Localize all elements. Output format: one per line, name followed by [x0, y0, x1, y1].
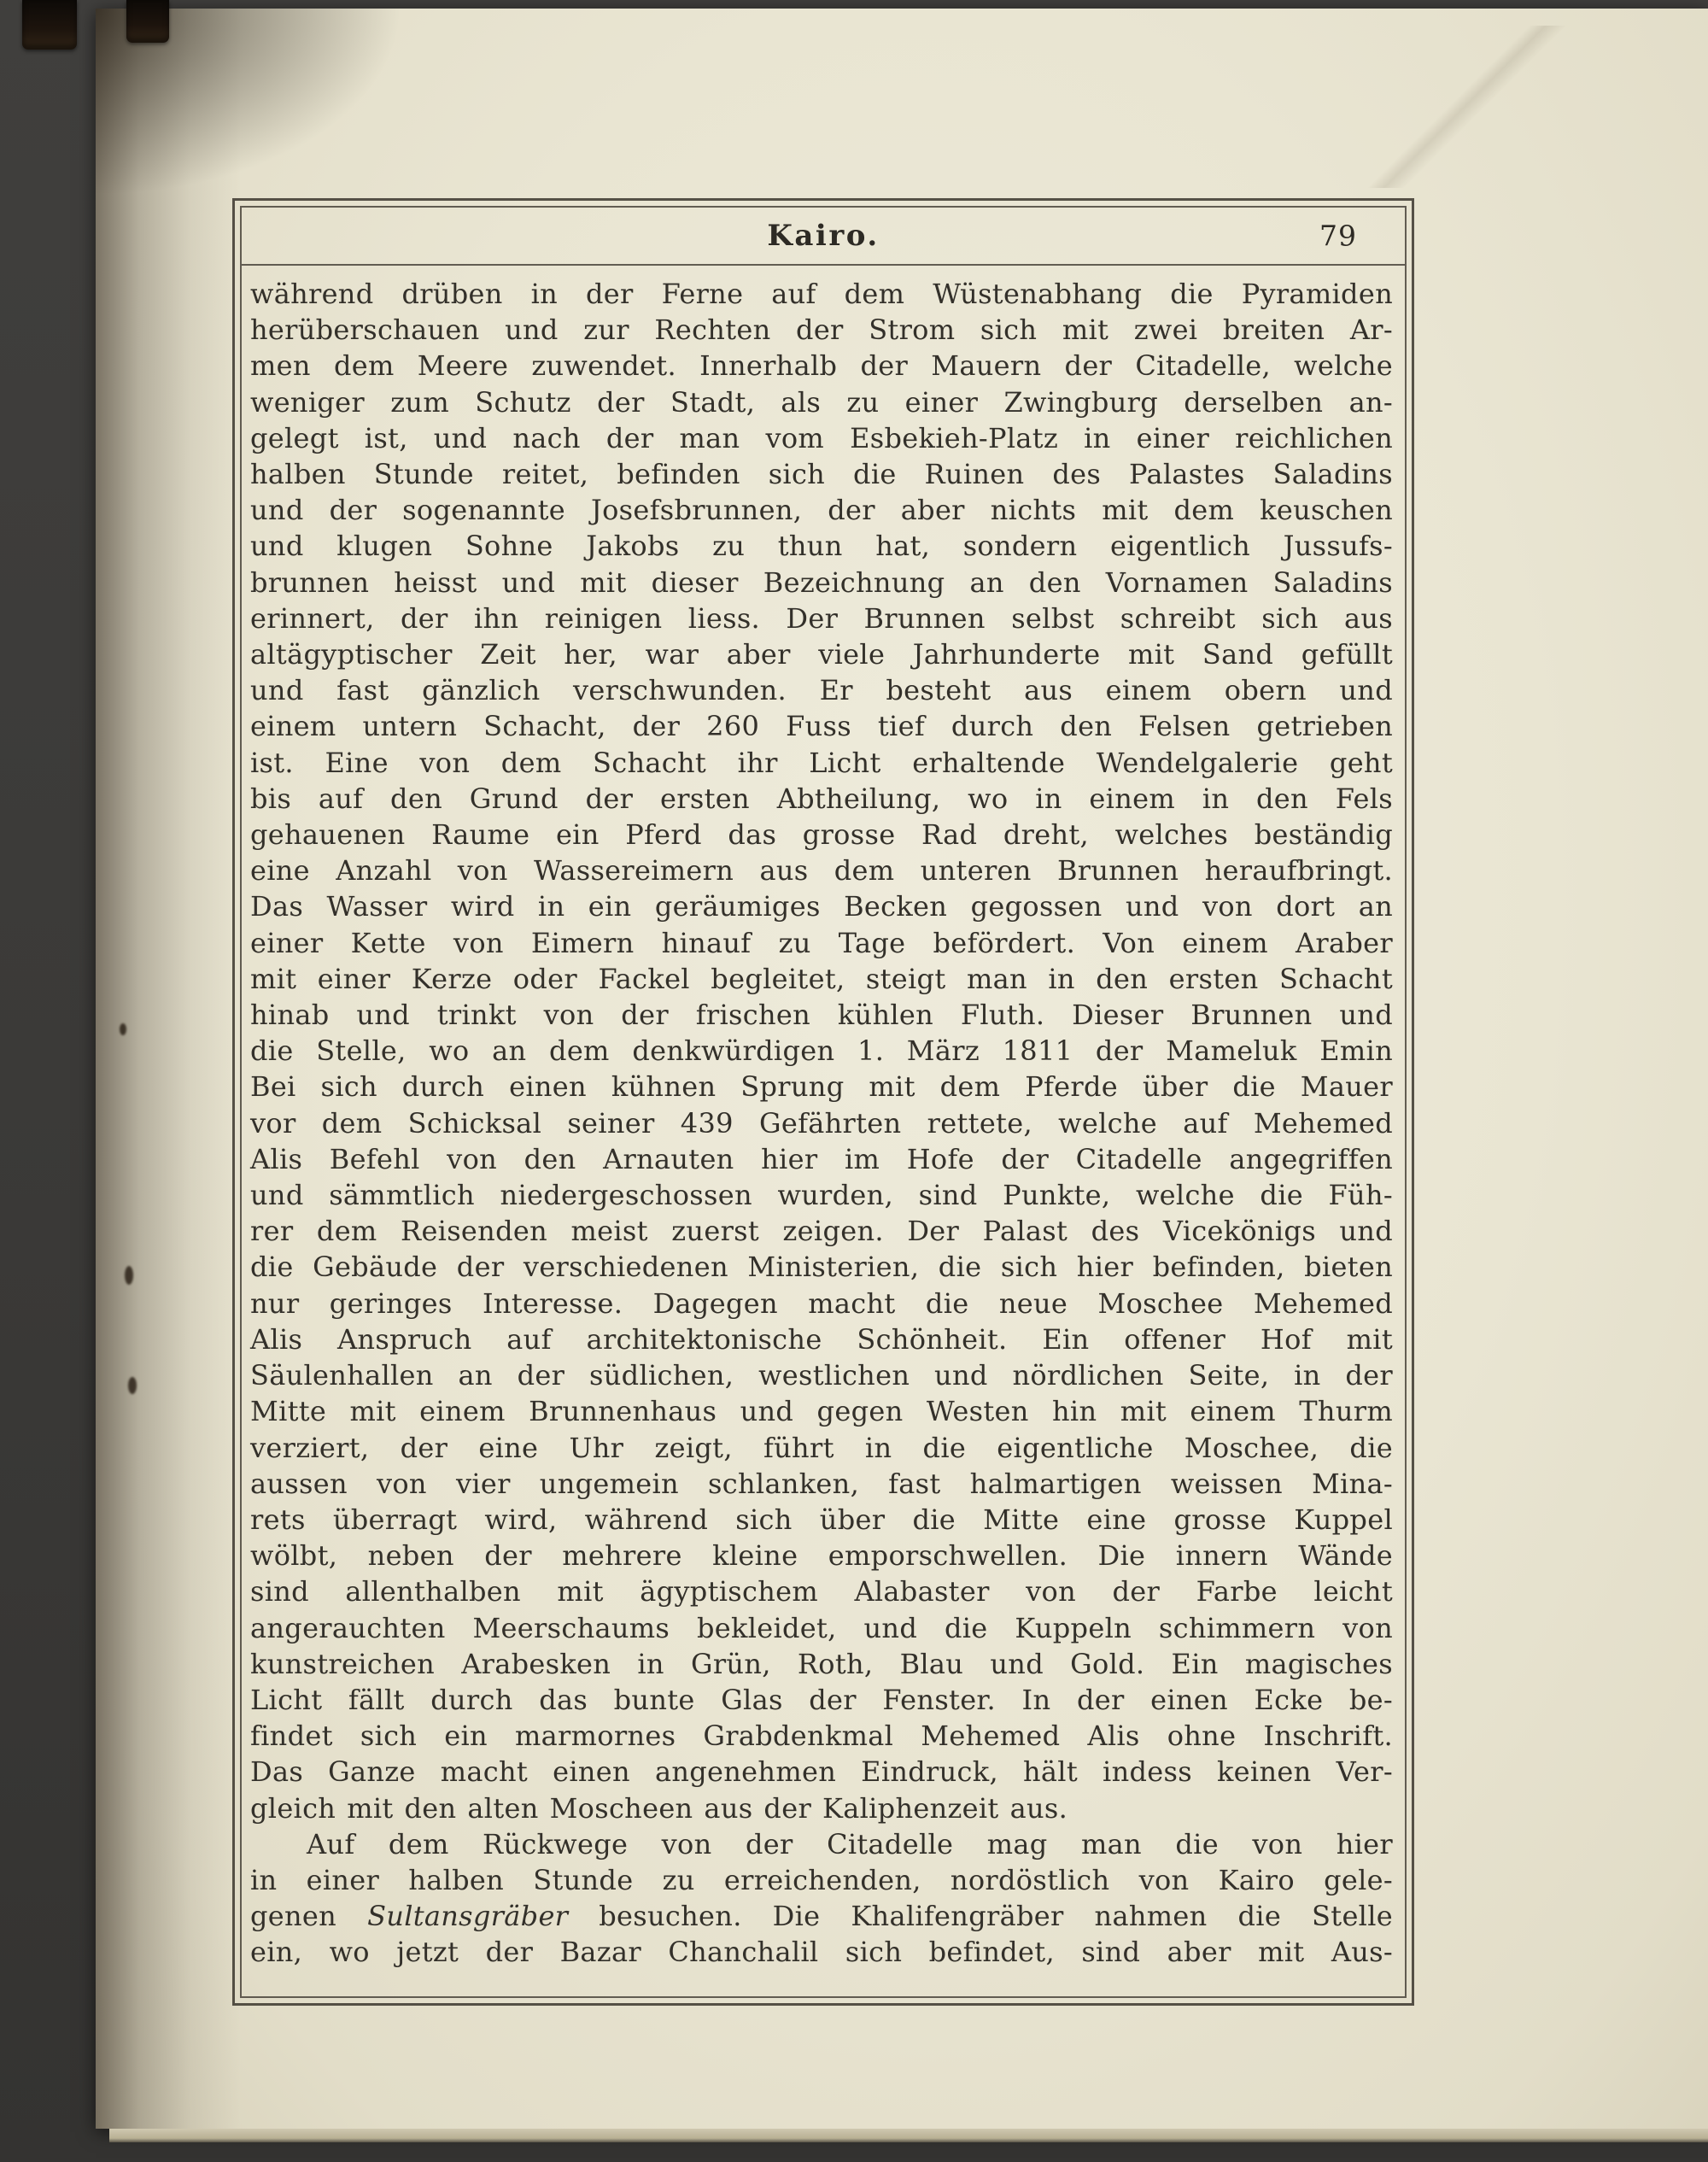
text-segment: findet sich ein marmornes Grabdenkmal Mehemed Alis ohne Inschrift. [250, 1720, 1393, 1753]
text-segment: gehauenen Raume ein Pferd das grosse Rad dreht, welches beständig [250, 818, 1393, 852]
text-line [250, 1286, 1393, 1321]
text-segment: sind allenthalben mit ägyptischem Alabaster von der Farbe leicht [250, 1575, 1393, 1608]
text-line [250, 528, 1393, 564]
text-line [250, 1826, 1393, 1862]
text-line [250, 420, 1393, 456]
text-line [250, 925, 1393, 961]
text-line [250, 1934, 1393, 1970]
text-segment: gelegt ist, und nach der man vom Esbekieh-Platz in einer reichlichen [250, 421, 1393, 454]
stitch-hole [120, 1023, 126, 1035]
text-line [250, 1033, 1393, 1069]
text-line [250, 1754, 1393, 1790]
text-segment: genen [250, 1900, 368, 1933]
text-line [250, 1682, 1393, 1718]
text-segment: mit einer Kerze oder Fackel begleitet, steigt man in den ersten Schacht [250, 962, 1393, 995]
text-segment: und der sogenannte Josefsbrunnen, der aber nichts mit dem keuschen [250, 494, 1393, 527]
text-segment: und klugen Sohne Jakobs zu thun hat, sondern eigentlich Jussufs- [250, 530, 1393, 563]
text-line [250, 1790, 1393, 1826]
text-segment: nur geringes Interesse. Dagegen macht die neue Moschee Mehemed [250, 1286, 1393, 1320]
text-segment: altägyptischer Zeit her, war aber viele Jahrhunderte mit Sand gefüllt [250, 638, 1393, 671]
text-segment: ein, wo jetzt der Bazar Chanchalil sich befindet, sind aber mit Aus- [250, 1936, 1393, 1969]
text-segment: besuchen. Die Khalifengräber nahmen die Stelle [568, 1900, 1393, 1933]
text-line [250, 601, 1393, 636]
text-line [250, 636, 1393, 672]
page-frame-inner [240, 206, 1407, 1998]
text-line [250, 888, 1393, 924]
text-segment: die Stelle, wo an dem denkwürdigen 1. März 1811 der Mameluk Emin [250, 1034, 1393, 1068]
stitch-hole [128, 1377, 137, 1394]
page-stack-edge [109, 2129, 1708, 2142]
text-segment: einer Kette von Eimern hinauf zu Tage befördert. Von einem Araber [250, 926, 1393, 959]
text-segment: angerauchten Meerschaums bekleidet, und die Kuppeln schimmern von [250, 1611, 1393, 1644]
page-number: 79 [1319, 219, 1357, 253]
text-segment: Auf dem Rückwege von der Citadelle mag man die von hier [307, 1827, 1393, 1860]
text-line [250, 708, 1393, 744]
text-line [250, 817, 1393, 852]
text-segment: hinab und trinkt von der frischen kühlen Fluth. Dieser Brunnen und [250, 999, 1393, 1032]
text-line [250, 781, 1393, 817]
text-segment: herüberschauen und zur Rechten der Strom sich mit zwei breiten Ar- [250, 313, 1393, 347]
text-segment: Mitte mit einem Brunnenhaus und gegen Westen hin mit einem Thurm [250, 1395, 1393, 1428]
text-line [250, 1898, 1393, 1934]
text-line [250, 1249, 1393, 1285]
text-line [250, 1069, 1393, 1104]
text-segment: ist. Eine von dem Schacht ihr Licht erhaltende Wendelgalerie geht [250, 746, 1393, 779]
text-line [250, 1466, 1393, 1502]
text-segment: rets überragt wird, während sich über die Mitte eine grosse Kuppel [250, 1503, 1393, 1536]
page-crease [1341, 26, 1597, 188]
text-segment: vor dem Schicksal seiner 439 Gefährten rettete, welche auf Mehemed [250, 1106, 1393, 1140]
text-line [250, 1538, 1393, 1573]
text-line [250, 1862, 1393, 1898]
text-line [250, 1357, 1393, 1393]
text-segment: Alis Befehl von den Arnauten hier im Hofe der Citadelle angegriffen [250, 1142, 1393, 1175]
text-line [250, 384, 1393, 420]
text-line [250, 1393, 1393, 1429]
text-line [250, 852, 1393, 888]
stitch-hole [125, 1266, 133, 1285]
text-segment: brunnen heisst und mit dieser Bezeichnung an den Vornamen Saladins [250, 565, 1393, 599]
text-segment: wölbt, neben der mehrere kleine emporschwellen. Die innern Wände [250, 1539, 1393, 1573]
text-segment: Säulenhallen an der südlichen, westlichen und nördlichen Seite, in der [250, 1359, 1393, 1392]
text-segment: und fast gänzlich verschwunden. Er besteht aus einem obern und [250, 674, 1393, 707]
text-segment: rer dem Reisenden meist zuerst zeigen. Der Palast des Vicekönigs und [250, 1215, 1393, 1248]
text-line [250, 1502, 1393, 1538]
text-line [250, 312, 1393, 348]
text-line [250, 456, 1393, 492]
text-line [250, 672, 1393, 708]
text-segment: in einer halben Stunde zu erreichenden, nordöstlich von Kairo gele- [250, 1863, 1393, 1896]
text-line [250, 961, 1393, 997]
text-segment: gleich mit den alten Moscheen aus der Kaliphenzeit aus. [250, 1791, 1068, 1825]
binding-tape-right [126, 0, 169, 43]
text-line [250, 276, 1393, 312]
text-segment: halben Stunde reitet, befinden sich die Ruinen des Palastes Saladins [250, 458, 1393, 491]
text-body [242, 266, 1405, 1996]
text-line [250, 565, 1393, 601]
text-line [250, 1718, 1393, 1754]
text-segment: Das Ganze macht einen angenehmen Eindruck, hält indess keinen Ver- [250, 1755, 1393, 1789]
text-segment: verziert, der eine Uhr zeigt, führt in die eigentliche Moschee, die [250, 1431, 1393, 1464]
text-segment: Licht fällt durch das bunte Glas der Fenster. In der einen Ecke be- [250, 1683, 1393, 1716]
text-line [250, 1646, 1393, 1682]
text-segment: Bei sich durch einen kühnen Sprung mit dem Pferde über die Mauer [250, 1070, 1393, 1104]
text-line [250, 348, 1393, 384]
text-line [250, 1573, 1393, 1609]
text-segment: men dem Meere zuwendet. Innerhalb der Mauern der Citadelle, welche [250, 349, 1393, 383]
text-segment: die Gebäude der verschiedenen Ministerien, die sich hier befinden, bieten [250, 1251, 1393, 1284]
running-head [242, 208, 1405, 266]
text-line [250, 997, 1393, 1033]
text-line [250, 1177, 1393, 1213]
text-segment: erinnert, der ihn reinigen liess. Der Brunnen selbst schreibt sich aus [250, 601, 1393, 635]
text-segment: kunstreichen Arabesken in Grün, Roth, Blau und Gold. Ein magisches [250, 1647, 1393, 1680]
text-segment: Das Wasser wird in ein geräumiges Becken gegossen und von dort an [250, 890, 1393, 923]
text-segment: einem untern Schacht, der 260 Fuss tief durch den Felsen getrieben [250, 710, 1393, 743]
italic-text: Sultansgräber [367, 1900, 569, 1933]
text-line [250, 1610, 1393, 1646]
text-segment: aussen von vier ungemein schlanken, fast halmartigen weissen Mina- [250, 1467, 1393, 1500]
text-segment: eine Anzahl von Wassereimern aus dem unteren Brunnen heraufbringt. [250, 854, 1393, 888]
text-line [250, 1141, 1393, 1177]
text-line [250, 1105, 1393, 1141]
text-segment: bis auf den Grund der ersten Abtheilung, wo in einem in den Fels [250, 782, 1393, 815]
book-page [96, 9, 1708, 2129]
text-segment: während drüben in der Ferne auf dem Wüstenabhang die Pyramiden [250, 278, 1393, 310]
text-line [250, 492, 1393, 528]
page-frame [232, 198, 1414, 2006]
text-segment: Alis Anspruch auf architektonische Schönheit. Ein offener Hof mit [250, 1322, 1393, 1356]
text-line [250, 745, 1393, 781]
page-title: Kairo. [767, 219, 880, 253]
text-segment: und sämmtlich niedergeschossen wurden, sind Punkte, welche die Füh- [250, 1179, 1393, 1212]
text-line [250, 1430, 1393, 1466]
binding-tape-left [22, 0, 77, 50]
text-line [250, 1321, 1393, 1357]
text-line [250, 1213, 1393, 1249]
text-segment: weniger zum Schutz der Stadt, als zu einer Zwingburg derselben an- [250, 385, 1393, 419]
